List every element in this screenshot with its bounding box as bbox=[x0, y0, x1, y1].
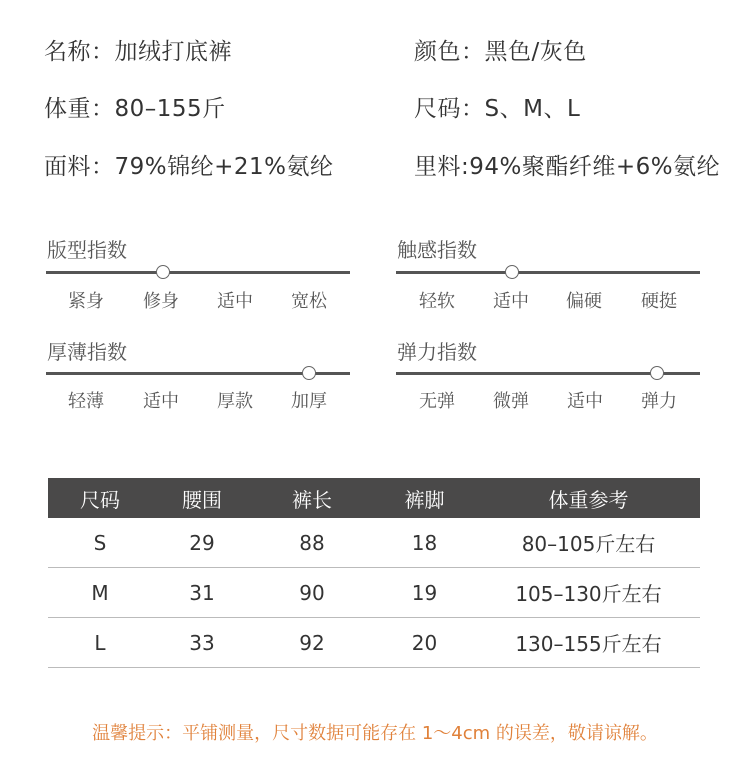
index-touch-label: 偏硬 bbox=[566, 291, 602, 312]
table-row bbox=[48, 618, 700, 668]
table-row bbox=[48, 518, 700, 568]
index-fit-track bbox=[46, 271, 350, 274]
index-elasticity-label: 微弹 bbox=[493, 391, 529, 412]
product-weight: 体重：80–155斤 bbox=[44, 96, 226, 122]
cell-size: S bbox=[93, 530, 107, 555]
header-hem: 裤脚 bbox=[404, 487, 445, 512]
index-elasticity-label: 弹力 bbox=[641, 391, 677, 412]
index-thickness-label: 加厚 bbox=[291, 391, 327, 412]
index-thickness-track bbox=[46, 372, 350, 375]
size-table-header bbox=[48, 478, 700, 518]
product-fabric: 面料：79%锦纶+21%氨纶 bbox=[44, 154, 334, 180]
index-elasticity-marker bbox=[650, 366, 664, 380]
cell-waist: 29 bbox=[189, 530, 215, 555]
header-waist: 腰围 bbox=[182, 487, 222, 512]
index-touch-label: 适中 bbox=[493, 291, 529, 312]
index-thickness-marker bbox=[302, 366, 316, 380]
index-fit-label: 宽松 bbox=[291, 291, 327, 312]
size-table bbox=[48, 478, 700, 668]
cell-length: 92 bbox=[299, 630, 325, 655]
index-thickness-label: 厚款 bbox=[217, 391, 253, 412]
cell-length: 90 bbox=[299, 580, 325, 605]
measurement-note: 温馨提示：平铺测量，尺寸数据可能存在 1～4cm 的误差，敬请谅解。 bbox=[92, 723, 658, 744]
product-size: 尺码：S、M、L bbox=[414, 96, 581, 122]
cell-weight-ref: 105–130斤左右 bbox=[515, 582, 662, 606]
product-name: 名称：加绒打底裤 bbox=[44, 39, 232, 65]
index-thickness-label: 适中 bbox=[143, 391, 179, 412]
cell-hem: 19 bbox=[411, 580, 438, 605]
index-elasticity-label: 适中 bbox=[567, 391, 603, 412]
cell-weight-ref: 130–155斤左右 bbox=[515, 632, 662, 656]
index-touch-title: 触感指数 bbox=[397, 238, 477, 262]
index-elasticity-track bbox=[396, 372, 700, 375]
cell-size: M bbox=[91, 580, 109, 605]
index-elasticity-title: 弹力指数 bbox=[397, 340, 477, 364]
index-touch-track bbox=[396, 271, 700, 274]
product-lining: 里料:94%聚酯纤维+6%氨纶 bbox=[414, 154, 721, 180]
header-size: 尺码 bbox=[80, 487, 120, 512]
cell-weight-ref: 80–105斤左右 bbox=[521, 532, 656, 556]
index-thickness-label: 轻薄 bbox=[68, 391, 104, 412]
index-elasticity-label: 无弹 bbox=[419, 391, 455, 412]
index-touch-marker bbox=[505, 265, 519, 279]
cell-waist: 31 bbox=[189, 580, 215, 605]
index-touch-label: 轻软 bbox=[419, 291, 455, 312]
index-fit-label: 适中 bbox=[217, 291, 253, 312]
header-weight-ref: 体重参考 bbox=[548, 487, 629, 512]
product-color: 颜色：黑色/灰色 bbox=[414, 39, 587, 65]
cell-size: L bbox=[94, 630, 106, 655]
cell-length: 88 bbox=[299, 530, 325, 555]
header-length: 裤长 bbox=[292, 487, 332, 512]
table-row bbox=[48, 568, 700, 618]
index-thickness-title: 厚薄指数 bbox=[47, 340, 127, 364]
index-fit-label: 修身 bbox=[143, 291, 179, 312]
cell-waist: 33 bbox=[189, 630, 215, 655]
index-fit-marker bbox=[156, 265, 170, 279]
index-touch-label: 硬挺 bbox=[641, 291, 677, 312]
index-fit-title: 版型指数 bbox=[47, 238, 127, 262]
cell-hem: 20 bbox=[411, 630, 438, 655]
index-fit-label: 紧身 bbox=[68, 291, 104, 312]
cell-hem: 18 bbox=[411, 530, 438, 555]
